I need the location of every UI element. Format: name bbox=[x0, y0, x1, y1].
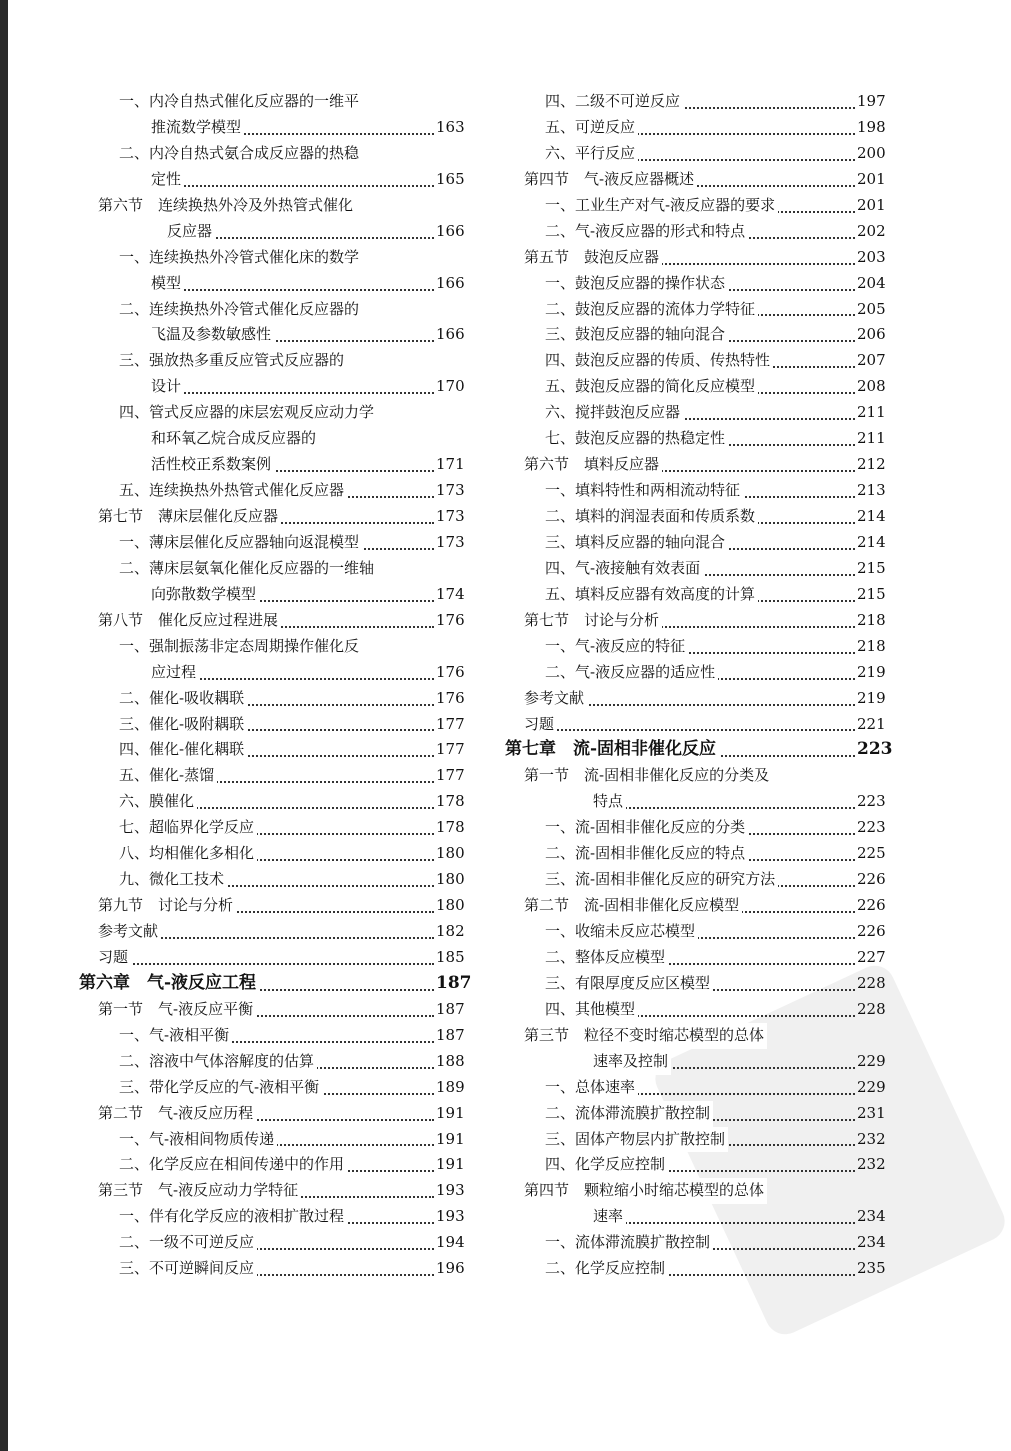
toc-page-number: 170 bbox=[436, 377, 465, 396]
toc-page-number: 171 bbox=[436, 455, 465, 474]
toc-entry-label: 二、气-液反应器的适应性 bbox=[545, 660, 718, 686]
toc-entry-label: 四、催化-催化耦联 bbox=[119, 737, 247, 763]
toc-section-entry[interactable] bbox=[79, 608, 464, 634]
toc-entry[interactable] bbox=[79, 115, 464, 141]
toc-page-number: 223 bbox=[857, 739, 893, 760]
toc-entry-label: 一、气-液相平衡 bbox=[119, 1023, 232, 1049]
toc-page-number: 193 bbox=[436, 1181, 465, 1200]
toc-leader-dots bbox=[151, 263, 434, 291]
toc-leader-dots bbox=[98, 937, 434, 965]
toc-entry-label: 三、鼓泡反应器的轴向混合 bbox=[545, 322, 728, 348]
toc-entry-label: 第七节 薄床层催化反应器 bbox=[98, 504, 281, 530]
toc-page-number: 205 bbox=[857, 299, 886, 318]
toc-entry[interactable] bbox=[79, 1256, 464, 1282]
toc-entry-label: 三、固体产物层内扩散控制 bbox=[545, 1127, 728, 1153]
toc-page-number: 229 bbox=[857, 1051, 886, 1070]
toc-page-number: 234 bbox=[857, 1233, 886, 1252]
toc-left-column bbox=[79, 89, 472, 1282]
toc-entry-label: 推流数学模型 bbox=[151, 115, 244, 141]
toc-page-number: 196 bbox=[436, 1259, 465, 1278]
toc-leader-dots bbox=[151, 366, 434, 394]
toc-page-number: 163 bbox=[436, 117, 465, 136]
toc-page-number: 185 bbox=[436, 947, 465, 966]
toc-page-number: 176 bbox=[436, 688, 465, 707]
toc-page-number: 223 bbox=[857, 792, 886, 811]
toc-entry-label: 一、连续换热外冷管式催化床的数学 bbox=[119, 245, 362, 271]
toc-entry-label: 二、连续换热外冷管式催化反应器的 bbox=[119, 297, 362, 323]
toc-entry-label: 活性校正系数案例 bbox=[151, 452, 274, 478]
toc-entry[interactable] bbox=[79, 374, 464, 400]
toc-entry-label: 模型 bbox=[151, 271, 184, 297]
toc-entry-label: 四、其他模型 bbox=[545, 997, 638, 1023]
toc-entry[interactable] bbox=[79, 167, 464, 193]
toc-page-number: 211 bbox=[857, 429, 886, 448]
toc-page-number: 173 bbox=[436, 481, 465, 500]
toc-entry-label: 二、薄床层氨氧化催化反应器的一维轴 bbox=[119, 556, 377, 582]
toc-entry[interactable] bbox=[79, 530, 464, 556]
toc-page-number: 201 bbox=[857, 169, 886, 188]
toc-page-number: 226 bbox=[857, 870, 886, 889]
toc-entry-label: 反应器 bbox=[167, 219, 215, 245]
toc-entry-label: 三、有限厚度反应区模型 bbox=[545, 971, 713, 997]
toc-leader-dots bbox=[593, 781, 855, 809]
toc-entry-label: 第九节 讨论与分析 bbox=[98, 893, 236, 919]
toc-page-number: 166 bbox=[436, 221, 465, 240]
toc-entry-label: 六、膜催化 bbox=[119, 789, 197, 815]
toc-entry-label: 三、带化学反应的气-液相平衡 bbox=[119, 1075, 322, 1101]
toc-page-number: 197 bbox=[857, 92, 886, 110]
toc-entry-label: 一、鼓泡反应器的操作状态 bbox=[545, 271, 728, 297]
toc-entry-label: 定性 bbox=[151, 167, 184, 193]
toc-entry-label: 特点 bbox=[593, 789, 626, 815]
toc-entry-label: 二、溶液中气体溶解度的估算 bbox=[119, 1049, 317, 1075]
toc-page-number: 225 bbox=[857, 844, 886, 863]
toc-page-number: 180 bbox=[436, 870, 465, 889]
toc-entry-label: 设计 bbox=[151, 374, 184, 400]
toc-entry[interactable] bbox=[79, 322, 464, 348]
page-edge-strip bbox=[0, 0, 8, 1451]
toc-entry-label: 四、化学反应控制 bbox=[545, 1152, 668, 1178]
toc-page-number: 206 bbox=[857, 325, 886, 344]
toc-page-number: 191 bbox=[436, 1129, 465, 1148]
toc-page-number: 177 bbox=[436, 766, 465, 785]
toc-page-number: 180 bbox=[436, 844, 465, 863]
toc-entry-label: 一、工业生产对气-液反应器的要求 bbox=[545, 193, 778, 219]
toc-entry-label: 第二节 流-固相非催化反应模型 bbox=[524, 893, 742, 919]
toc-entry-label: 五、可逆反应 bbox=[545, 115, 638, 141]
toc-entry-label: 一、伴有化学反应的液相扩散过程 bbox=[119, 1204, 347, 1230]
toc-leader-dots bbox=[151, 159, 434, 187]
toc-entry-label: 五、鼓泡反应器的简化反应模型 bbox=[545, 374, 758, 400]
toc-page-number: 178 bbox=[436, 792, 465, 811]
toc-entry-label: 三、强放热多重反应管式反应器的 bbox=[119, 348, 347, 374]
toc-entry-label: 一、收缩未反应芯模型 bbox=[545, 919, 698, 945]
toc-right-column bbox=[505, 89, 893, 1282]
toc-entry-label: 四、二级不可逆反应 bbox=[545, 89, 683, 115]
toc-entry[interactable] bbox=[505, 1152, 885, 1178]
toc-entry[interactable] bbox=[79, 271, 464, 297]
toc-entry-label: 三、填料反应器的轴向混合 bbox=[545, 530, 728, 556]
toc-entry[interactable] bbox=[505, 1256, 885, 1282]
toc-entry-label: 速率 bbox=[593, 1204, 626, 1230]
toc-page-number: 187 bbox=[436, 999, 465, 1018]
toc-page-number: 198 bbox=[857, 117, 886, 136]
toc-page-number: 180 bbox=[436, 896, 465, 915]
toc-leader-dots bbox=[524, 704, 855, 732]
toc-entry-label: 第六节 连续换热外冷及外热管式催化 bbox=[98, 193, 356, 219]
toc-entry-label: 二、气-液反应器的形式和特点 bbox=[545, 219, 748, 245]
toc-entry-label: 三、催化-吸附耦联 bbox=[119, 712, 247, 738]
toc-page-number: 165 bbox=[436, 169, 465, 188]
toc-entry-label: 三、不可逆瞬间反应 bbox=[119, 1256, 257, 1282]
toc-entry-label: 第四节 气-液反应器概述 bbox=[524, 167, 697, 193]
toc-entry-label: 一、填料特性和两相流动特征 bbox=[545, 478, 743, 504]
toc-entry-label: 一、薄床层催化反应器轴向返混模型 bbox=[119, 530, 362, 556]
toc-page-number: 187 bbox=[436, 972, 472, 993]
toc-page-number: 176 bbox=[436, 610, 465, 629]
toc-entry-label: 四、气-液接触有效表面 bbox=[545, 556, 703, 582]
toc-entry-label: 一、气-液反应的特征 bbox=[545, 634, 688, 660]
toc-entry-label: 和环氧乙烷合成反应器的 bbox=[151, 426, 319, 452]
toc-page-number: 223 bbox=[857, 818, 886, 837]
toc-page-number: 189 bbox=[436, 1077, 465, 1096]
toc-entry-label: 二、整体反应模型 bbox=[545, 945, 668, 971]
toc-page-number: 191 bbox=[436, 1155, 465, 1174]
toc-entry-label: 一、流-固相非催化反应的分类 bbox=[545, 815, 748, 841]
toc-leader-dots bbox=[593, 1196, 855, 1224]
toc-entry-label: 四、管式反应器的床层宏观反应动力学 bbox=[119, 400, 377, 426]
toc-entry-label: 二、内冷自热式氨合成反应器的热稳 bbox=[119, 141, 362, 167]
toc-entry-label: 七、超临界化学反应 bbox=[119, 815, 257, 841]
toc-entry-label: 参考文献 bbox=[98, 919, 161, 945]
toc-entry-label: 五、催化-蒸馏 bbox=[119, 763, 217, 789]
toc-entry-label: 九、微化工技术 bbox=[119, 867, 227, 893]
toc-entry-label: 第一节 气-液反应平衡 bbox=[98, 997, 256, 1023]
toc-entry-label: 第二节 气-液反应历程 bbox=[98, 1101, 256, 1127]
toc-page-number: 182 bbox=[436, 922, 465, 940]
toc-page-number: 228 bbox=[857, 973, 886, 992]
toc-entry-label: 向弥散数学模型 bbox=[151, 582, 259, 608]
toc-page-number: 219 bbox=[857, 688, 886, 707]
toc-page-number: 204 bbox=[857, 273, 886, 292]
toc-entry-label: 习题 bbox=[98, 945, 131, 971]
toc-entry-label: 八、均相催化多相化 bbox=[119, 841, 257, 867]
toc-page-number: 173 bbox=[436, 532, 465, 551]
toc-entry-label: 三、流-固相非催化反应的研究方法 bbox=[545, 867, 778, 893]
toc-entry-label: 六、平行反应 bbox=[545, 141, 638, 167]
toc-page-number: 214 bbox=[857, 507, 886, 525]
toc-page-number: 234 bbox=[857, 1207, 886, 1226]
toc-page-number: 208 bbox=[857, 377, 886, 396]
toc-entry[interactable] bbox=[79, 400, 464, 426]
toc-entry-label: 二、流体滞流膜扩散控制 bbox=[545, 1101, 713, 1127]
toc-page-number: 193 bbox=[436, 1207, 465, 1226]
toc-page-number: 201 bbox=[857, 195, 886, 214]
toc-entry-label: 一、内冷自热式催化反应器的一维平 bbox=[119, 89, 362, 115]
toc-page-number: 194 bbox=[436, 1233, 465, 1252]
toc-page-number: 229 bbox=[857, 1077, 886, 1096]
toc-entry-label: 第三节 粒径不变时缩芯模型的总体 bbox=[524, 1023, 767, 1049]
toc-entry[interactable] bbox=[505, 997, 885, 1023]
toc-page-number: 203 bbox=[857, 247, 886, 266]
toc-entry-label: 第一节 流-固相非催化反应的分类及 bbox=[524, 763, 772, 789]
toc-page-number: 214 bbox=[857, 532, 886, 551]
toc-entry-label: 第七节 讨论与分析 bbox=[524, 608, 662, 634]
toc-entry-label: 飞温及参数敏感性 bbox=[151, 322, 274, 348]
toc-entry-label: 一、流体滞流膜扩散控制 bbox=[545, 1230, 713, 1256]
toc-entry-label: 第六章 气-液反应工程 bbox=[79, 971, 259, 997]
toc-page-number: 176 bbox=[436, 662, 465, 681]
toc-page-number: 213 bbox=[857, 481, 886, 500]
toc-page-number: 221 bbox=[857, 714, 886, 733]
toc-page-number: 200 bbox=[857, 143, 886, 162]
toc-page-number: 218 bbox=[857, 636, 886, 655]
toc-entry-label: 二、流-固相非催化反应的特点 bbox=[545, 841, 748, 867]
toc-page-number: 207 bbox=[857, 351, 886, 370]
toc-page-number: 226 bbox=[857, 922, 886, 940]
toc-page-number: 177 bbox=[436, 740, 465, 759]
toc-entry-label: 二、化学反应在相间传递中的作用 bbox=[119, 1152, 347, 1178]
toc-page-number: 174 bbox=[436, 584, 465, 603]
toc-page-number: 232 bbox=[857, 1129, 886, 1148]
toc-page-number: 188 bbox=[436, 1051, 465, 1070]
toc-page-number: 202 bbox=[857, 221, 886, 240]
toc-entry-label: 六、搅拌鼓泡反应器 bbox=[545, 400, 683, 426]
toc-page-number: 218 bbox=[857, 610, 886, 629]
toc-entry-label: 第六节 填料反应器 bbox=[524, 452, 662, 478]
toc-page-number: 173 bbox=[436, 507, 465, 525]
toc-entry-label: 四、鼓泡反应器的传质、传热特性 bbox=[545, 348, 773, 374]
toc-page-number: 228 bbox=[857, 999, 886, 1018]
toc-entry-label: 第五节 鼓泡反应器 bbox=[524, 245, 662, 271]
toc-page-number: 187 bbox=[436, 1025, 465, 1044]
toc-entry-label: 一、气-液相间物质传递 bbox=[119, 1127, 277, 1153]
toc-entry-label: 二、催化-吸收耦联 bbox=[119, 686, 247, 712]
toc-entry-label: 第八节 催化反应过程进展 bbox=[98, 608, 281, 634]
toc-page-number: 191 bbox=[436, 1103, 465, 1122]
toc-entry-label: 七、鼓泡反应器的热稳定性 bbox=[545, 426, 728, 452]
toc-entry-label: 一、总体速率 bbox=[545, 1075, 638, 1101]
toc-entry-label: 第四节 颗粒缩小时缩芯模型的总体 bbox=[524, 1178, 767, 1204]
toc-page-number: 215 bbox=[857, 558, 886, 577]
toc-entry-label: 五、填料反应器有效高度的计算 bbox=[545, 582, 758, 608]
toc-entry-label: 二、化学反应控制 bbox=[545, 1256, 668, 1282]
toc-entry-label: 二、鼓泡反应器的流体力学特征 bbox=[545, 297, 758, 323]
toc-entry-label: 二、填料的润湿表面和传质系数 bbox=[545, 504, 758, 530]
toc-page-number: 212 bbox=[857, 455, 886, 474]
toc-chapter-entry[interactable] bbox=[505, 737, 893, 763]
toc-page-number: 226 bbox=[857, 896, 886, 915]
toc-page-number: 178 bbox=[436, 818, 465, 837]
toc-page-number: 235 bbox=[857, 1259, 886, 1278]
toc-entry-label: 速率及控制 bbox=[593, 1049, 671, 1075]
toc-entry[interactable] bbox=[79, 219, 464, 245]
toc-page-number: 215 bbox=[857, 584, 886, 603]
toc-entry-label: 应过程 bbox=[151, 660, 199, 686]
toc-page-number: 231 bbox=[857, 1103, 886, 1122]
toc-entry-label: 习题 bbox=[524, 712, 557, 738]
toc-page-number: 219 bbox=[857, 662, 886, 681]
toc-entry-label: 一、强制振荡非定态周期操作催化反 bbox=[119, 634, 362, 660]
toc-entry-label: 第三节 气-液反应动力学特征 bbox=[98, 1178, 301, 1204]
toc-entry-label: 参考文献 bbox=[524, 686, 587, 712]
toc-page-number: 166 bbox=[436, 273, 465, 292]
toc-page-number: 211 bbox=[857, 403, 886, 422]
toc-page-number: 232 bbox=[857, 1155, 886, 1174]
toc-entry-label: 五、连续换热外热管式催化反应器 bbox=[119, 478, 347, 504]
toc-page-number: 166 bbox=[436, 325, 465, 344]
toc-page-number: 177 bbox=[436, 714, 465, 733]
toc-entry-label: 二、一级不可逆反应 bbox=[119, 1230, 257, 1256]
toc-entry-label: 第七章 流-固相非催化反应 bbox=[505, 737, 719, 763]
toc-page-number: 227 bbox=[857, 947, 886, 966]
